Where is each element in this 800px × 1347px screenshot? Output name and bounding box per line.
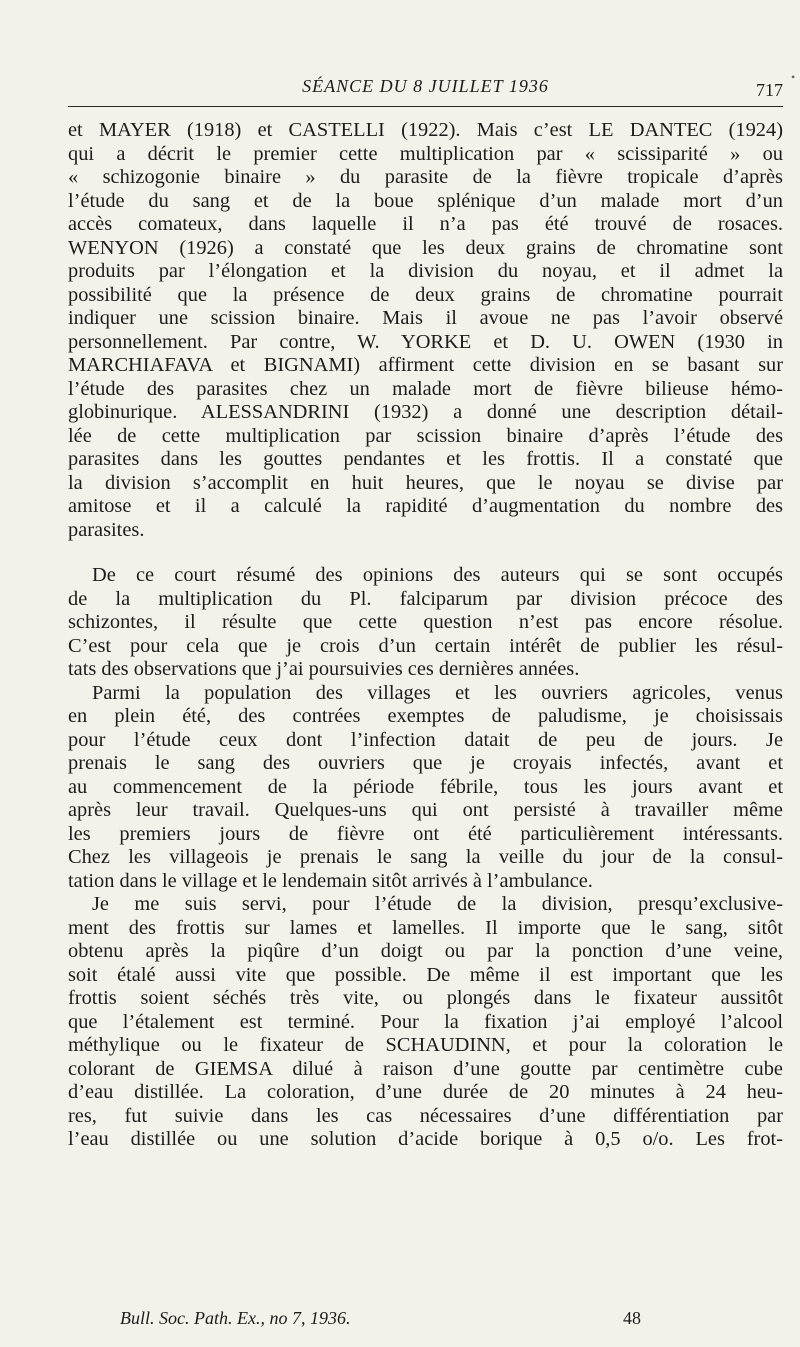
text-line: indiquer une scission binaire. Mais il avoue ne pas l’avoir observé: [68, 307, 783, 329]
text-line: soit étalé aussi vite que possible. De même il est important que les: [68, 963, 783, 986]
text-line: après leur travail. Quelques-uns qui ont persisté à travailler même: [68, 799, 783, 821]
paragraph: [68, 893, 783, 1152]
text-line: Je me suis servi, pour l’étude de la division, presqu’exclusive-: [92, 893, 783, 915]
text-line: MARCHIAFAVA et BIGNAMI) affirment cette division en se basant sur: [68, 354, 783, 376]
page-number: 717: [756, 80, 783, 100]
text-line: ment des frottis sur lames et lamelles. Il importe que le sang, sitôt: [68, 916, 783, 939]
text-line: globinurique. ALESSANDRINI (1932) a donné une description détail-: [68, 401, 783, 423]
footer-citation: Bull. Soc. Path. Ex., no 7, 1936.: [120, 1308, 351, 1328]
text-line: produits par l’élongation et la division du noyau, et il admet la: [68, 260, 783, 282]
text-line: tation dans le village et le lendemain sitôt arrivés à l’ambulance.: [68, 869, 593, 892]
text-line: res, fut suivie dans les cas nécessaires d’une différentiation par: [68, 1104, 783, 1127]
paragraph: [68, 564, 783, 682]
text-line: De ce court résumé des opinions des auteurs qui se sont occupés: [92, 564, 783, 586]
page-footer: [0, 1308, 800, 1332]
body-text: [68, 119, 783, 1152]
text-line: les premiers jours de fièvre ont été particulièrement intéressants.: [68, 822, 783, 845]
text-line: que l’étalement est terminé. Pour la fixation j’ai employé l’alcool: [68, 1010, 783, 1033]
text-line: en plein été, des contrées exemptes de paludisme, je choisissais: [68, 705, 783, 727]
text-line: possibilité que la présence de deux grains de chromatine pourrait: [68, 283, 783, 306]
text-line: Parmi la population des villages et les ouvriers agricoles, venus: [92, 681, 783, 704]
text-line: amitose et il a calculé la rapidité d’augmentation du nombre des: [68, 495, 783, 517]
text-line: parasites dans les gouttes pendantes et les frottis. Il a constaté que: [68, 448, 783, 470]
text-line: schizontes, il résulte que cette question n’est pas encore résolue.: [68, 611, 783, 633]
text-line: et MAYER (1918) et CASTELLI (1922). Mais c’est LE DANTEC (1924): [68, 119, 783, 141]
text-line: au commencement de la période fébrile, tous les jours avant et: [68, 775, 783, 798]
text-line: prenais le sang des ouvriers que je croyais infectés, avant et: [68, 752, 783, 774]
text-line: l’étude des parasites chez un malade mort de fièvre bilieuse hémo-: [68, 377, 783, 400]
header-rule: [68, 106, 783, 107]
text-line: WENYON (1926) a constaté que les deux grains de chromatine sont: [68, 236, 783, 259]
text-line: l’eau distillée ou une solution d’acide borique à 0,5 o/o. Les frot-: [68, 1128, 783, 1150]
text-line: frottis soient séchés très vite, ou plongés dans le fixateur aussitôt: [68, 987, 783, 1009]
text-line: pour l’étude ceux dont l’infection datait de peu de jours. Je: [68, 728, 783, 751]
text-line: qui a décrit le premier cette multiplication par « scissiparité » ou: [68, 142, 783, 165]
text-line: méthylique ou le fixateur de SCHAUDINN, et pour la coloration le: [68, 1034, 783, 1056]
text-line: colorant de GIEMSA dilué à raison d’une goutte par centimètre cube: [68, 1057, 783, 1080]
text-line: parasites.: [68, 518, 145, 541]
header-title: SÉANCE DU 8 JUILLET 1936: [302, 76, 549, 96]
text-line: d’eau distillée. La coloration, d’une durée de 20 minutes à 24 heu-: [68, 1081, 783, 1103]
margin-mark: •: [791, 70, 796, 84]
text-line: de la multiplication du Pl. falciparum par division précoce des: [68, 587, 783, 610]
text-line: tats des observations que j’ai poursuivies ces dernières années.: [68, 658, 580, 680]
text-line: personnellement. Par contre, W. YORKE et D. U. OWEN (1930 in: [68, 330, 783, 353]
paragraph: [68, 682, 783, 894]
text-line: lée de cette multiplication par scission binaire d’après l’étude des: [68, 424, 783, 447]
paragraph-gap: [68, 542, 783, 564]
paragraph: [68, 119, 783, 542]
text-line: l’étude du sang et de la boue splénique d’un malade mort d’un: [68, 189, 783, 212]
footer-signature: 48: [623, 1308, 641, 1328]
text-line: « schizogonie binaire » du parasite de la fièvre tropicale d’après: [68, 166, 783, 188]
text-line: C’est pour cela que je crois d’un certain intérêt de publier les résul-: [68, 634, 783, 657]
text-line: accès comateux, dans laquelle il n’a pas été trouvé de rosaces.: [68, 213, 783, 235]
text-line: Chez les villageois je prenais le sang la veille du jour de la consul-: [68, 846, 783, 868]
running-header: [68, 76, 783, 100]
text-line: la division s’accomplit en huit heures, que le noyau se divise par: [68, 471, 783, 494]
text-line: obtenu après la piqûre d’un doigt ou par la ponction d’une veine,: [68, 940, 783, 962]
